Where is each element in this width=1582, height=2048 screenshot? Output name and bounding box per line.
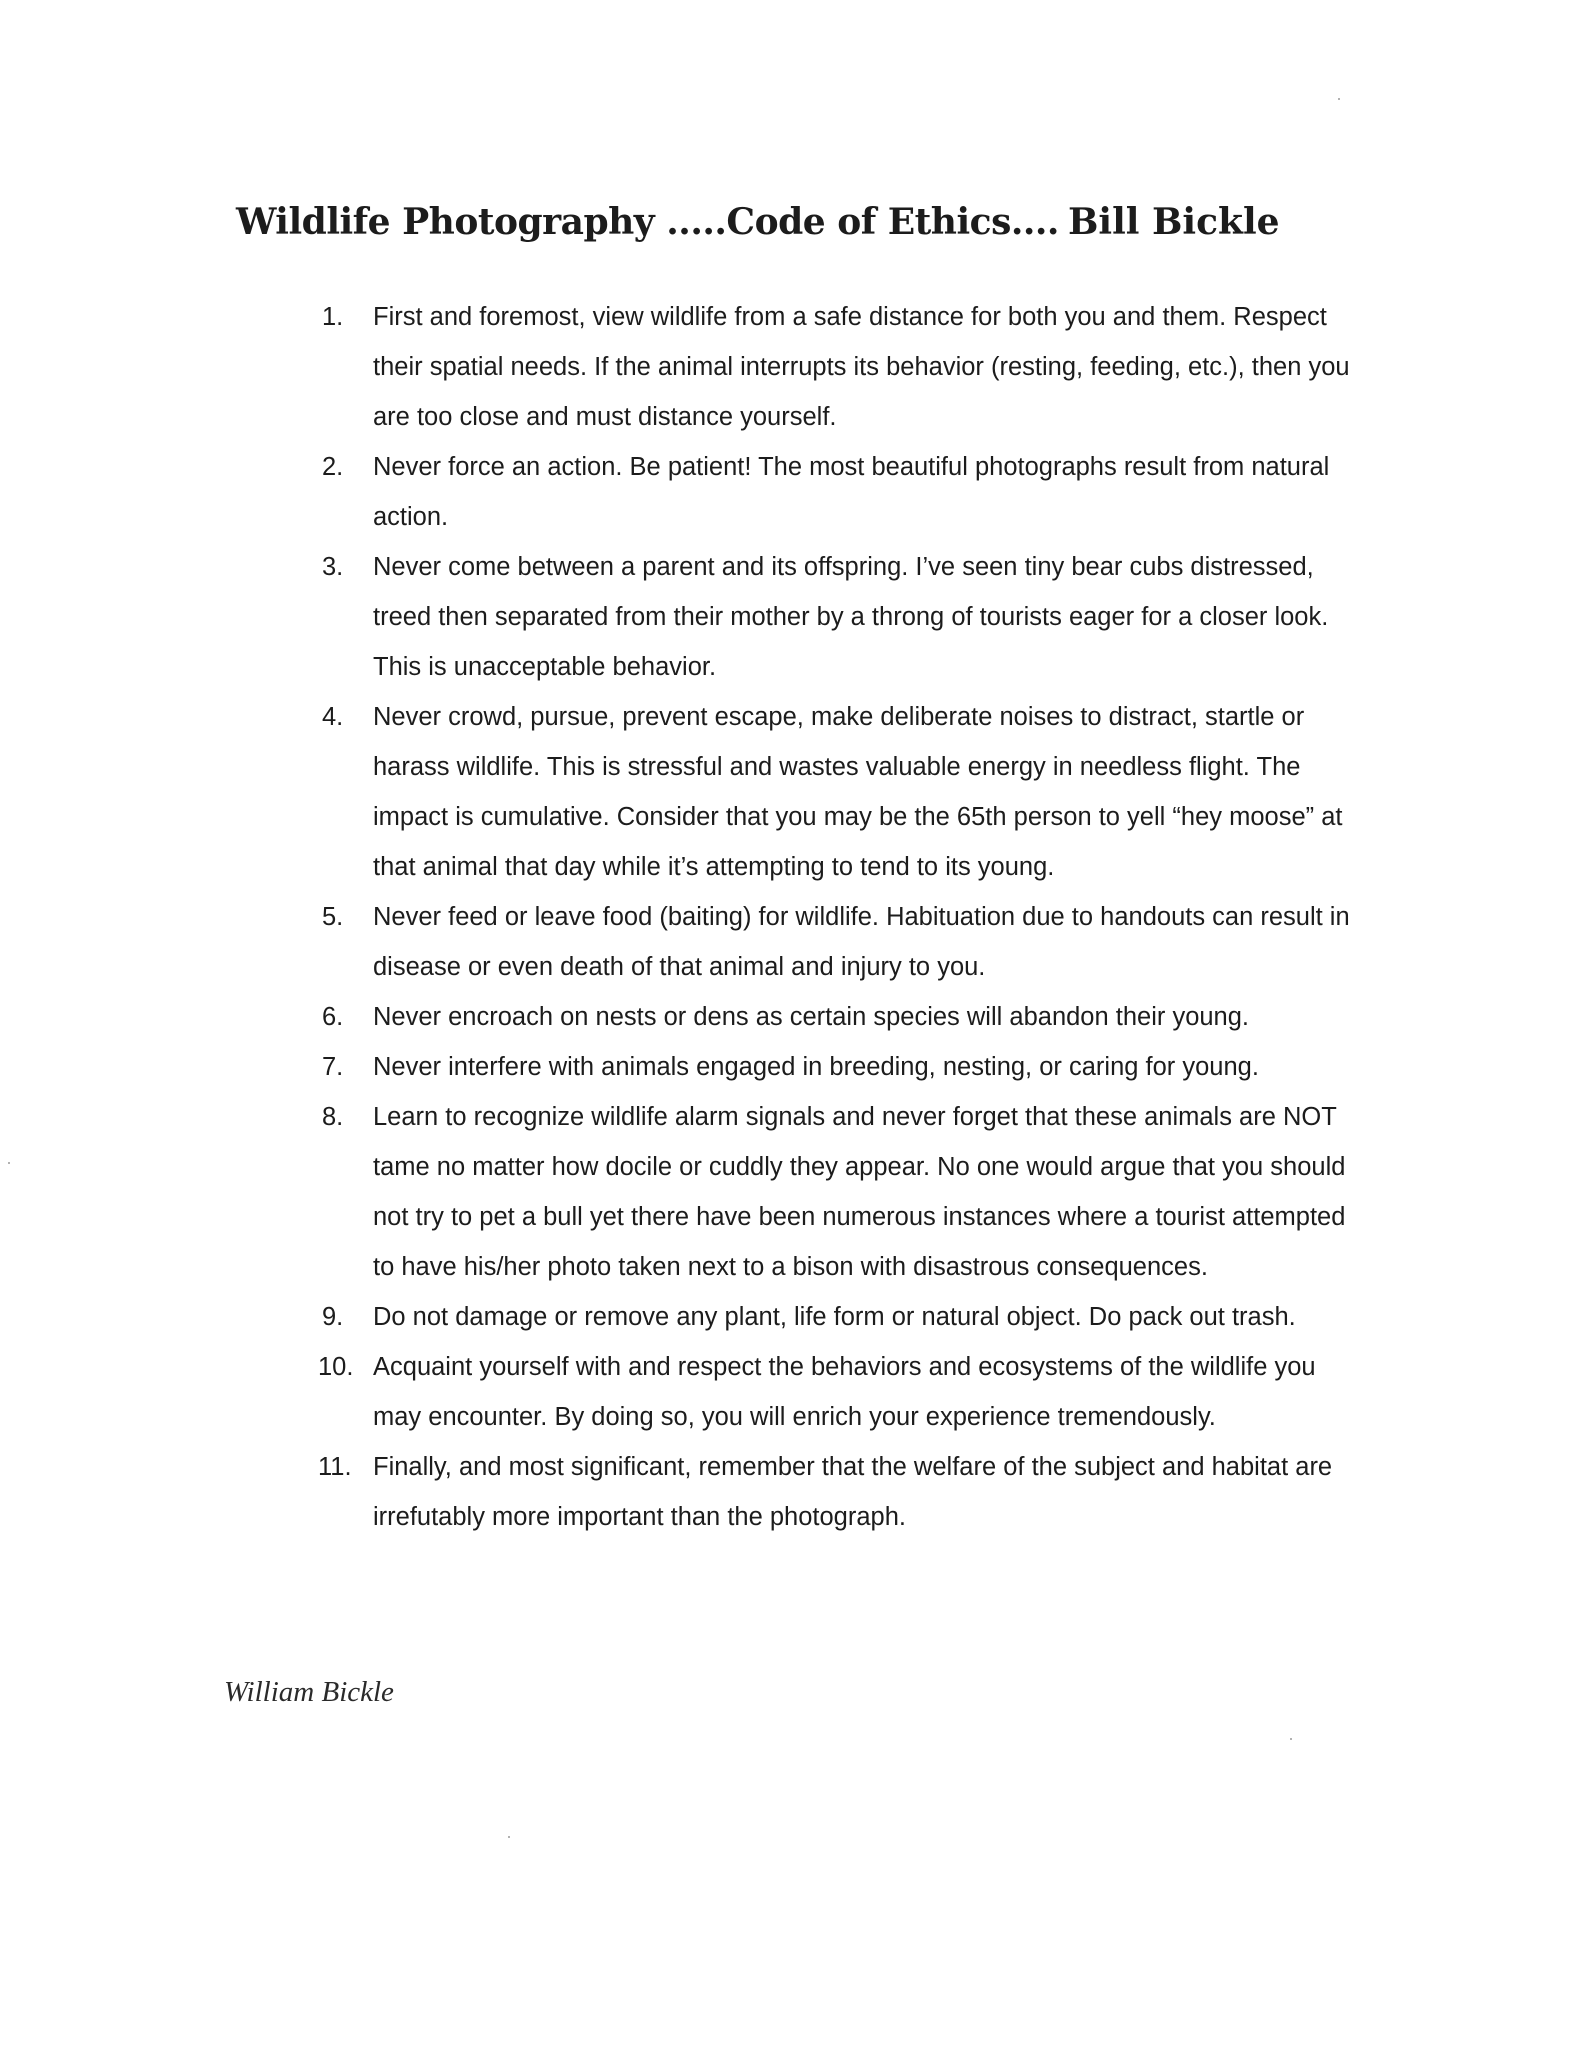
document-title: Wildlife Photography .....Code of Ethics.... <box>236 201 1059 243</box>
rule-text: Never come between a parent and its offspring. I’ve seen tiny bear cubs distressed, treed then separated from their mother by a throng of tourists eager for a closer look. This is unacceptable behavior. <box>373 553 1329 681</box>
scan-speck <box>1290 1738 1292 1740</box>
rule-text: Never interfere with animals engaged in breeding, nesting, or caring for young. <box>373 1053 1259 1081</box>
list-item <box>310 1292 1350 1342</box>
rule-text: Never encroach on nests or dens as certain species will abandon their young. <box>373 1003 1250 1031</box>
rule-text: Finally, and most significant, remember that the welfare of the subject and habitat are irrefutably more important than the photograph. <box>373 1453 1333 1531</box>
list-item <box>310 692 1350 892</box>
list-item <box>310 992 1350 1042</box>
rule-number: 4. <box>322 703 344 731</box>
document-author: Bill Bickle <box>1068 201 1280 243</box>
list-item <box>310 1342 1350 1442</box>
list-item <box>310 1092 1350 1292</box>
rule-text: Do not damage or remove any plant, life form or natural object. Do pack out trash. <box>373 1303 1296 1331</box>
rule-text: Never feed or leave food (baiting) for wildlife. Habituation due to handouts can result in disease or even death of that animal and injury to you. <box>373 903 1350 981</box>
rule-number: 8. <box>322 1103 344 1131</box>
list-item <box>310 442 1350 542</box>
rule-text: Never force an action. Be patient! The most beautiful photographs result from natural action. <box>373 453 1330 531</box>
rule-number: 9. <box>322 1303 344 1331</box>
signature: William Bickle <box>224 1676 394 1708</box>
rule-text: Learn to recognize wildlife alarm signals and never forget that these animals are NOT tame no matter how docile or cuddly they appear. No one would argue that you should not try to pet a bull yet there have been numerous instances where a tourist attempted to have his/her photo taken next to a bison with disastrous consequences. <box>373 1103 1346 1281</box>
rule-number: 11. <box>318 1453 352 1481</box>
rule-number: 5. <box>322 903 344 931</box>
list-item <box>310 1042 1350 1092</box>
rule-number: 3. <box>322 553 344 581</box>
list-item <box>310 1442 1350 1542</box>
rule-number: 10. <box>318 1353 354 1381</box>
rule-number: 1. <box>322 303 344 331</box>
scan-speck <box>1338 98 1340 100</box>
rule-text: Never crowd, pursue, prevent escape, make deliberate noises to distract, startle or harass wildlife. This is stressful and wastes valuable energy in needless flight. The impact is cumulative. Consider that you may be the 65th person to yell “hey moose” at that animal that day while it’s attempting to tend to its young. <box>373 703 1343 881</box>
rule-number: 6. <box>322 1003 344 1031</box>
list-item <box>310 542 1350 692</box>
document-header <box>236 192 1280 252</box>
rule-number: 2. <box>322 453 344 481</box>
rule-text: Acquaint yourself with and respect the behaviors and ecosystems of the wildlife you may encounter. By doing so, you will enrich your experience tremendously. <box>373 1353 1316 1431</box>
list-item <box>310 292 1350 442</box>
list-item <box>310 892 1350 992</box>
ethics-rules-list <box>310 292 1350 1542</box>
scan-speck <box>508 1836 510 1838</box>
scan-speck <box>8 1162 10 1164</box>
rule-number: 7. <box>322 1053 344 1081</box>
rule-text: First and foremost, view wildlife from a safe distance for both you and them. Respect their spatial needs. If the animal interrupts its behavior (resting, feeding, etc.), then you are too close and must distance yourself. <box>373 303 1350 431</box>
